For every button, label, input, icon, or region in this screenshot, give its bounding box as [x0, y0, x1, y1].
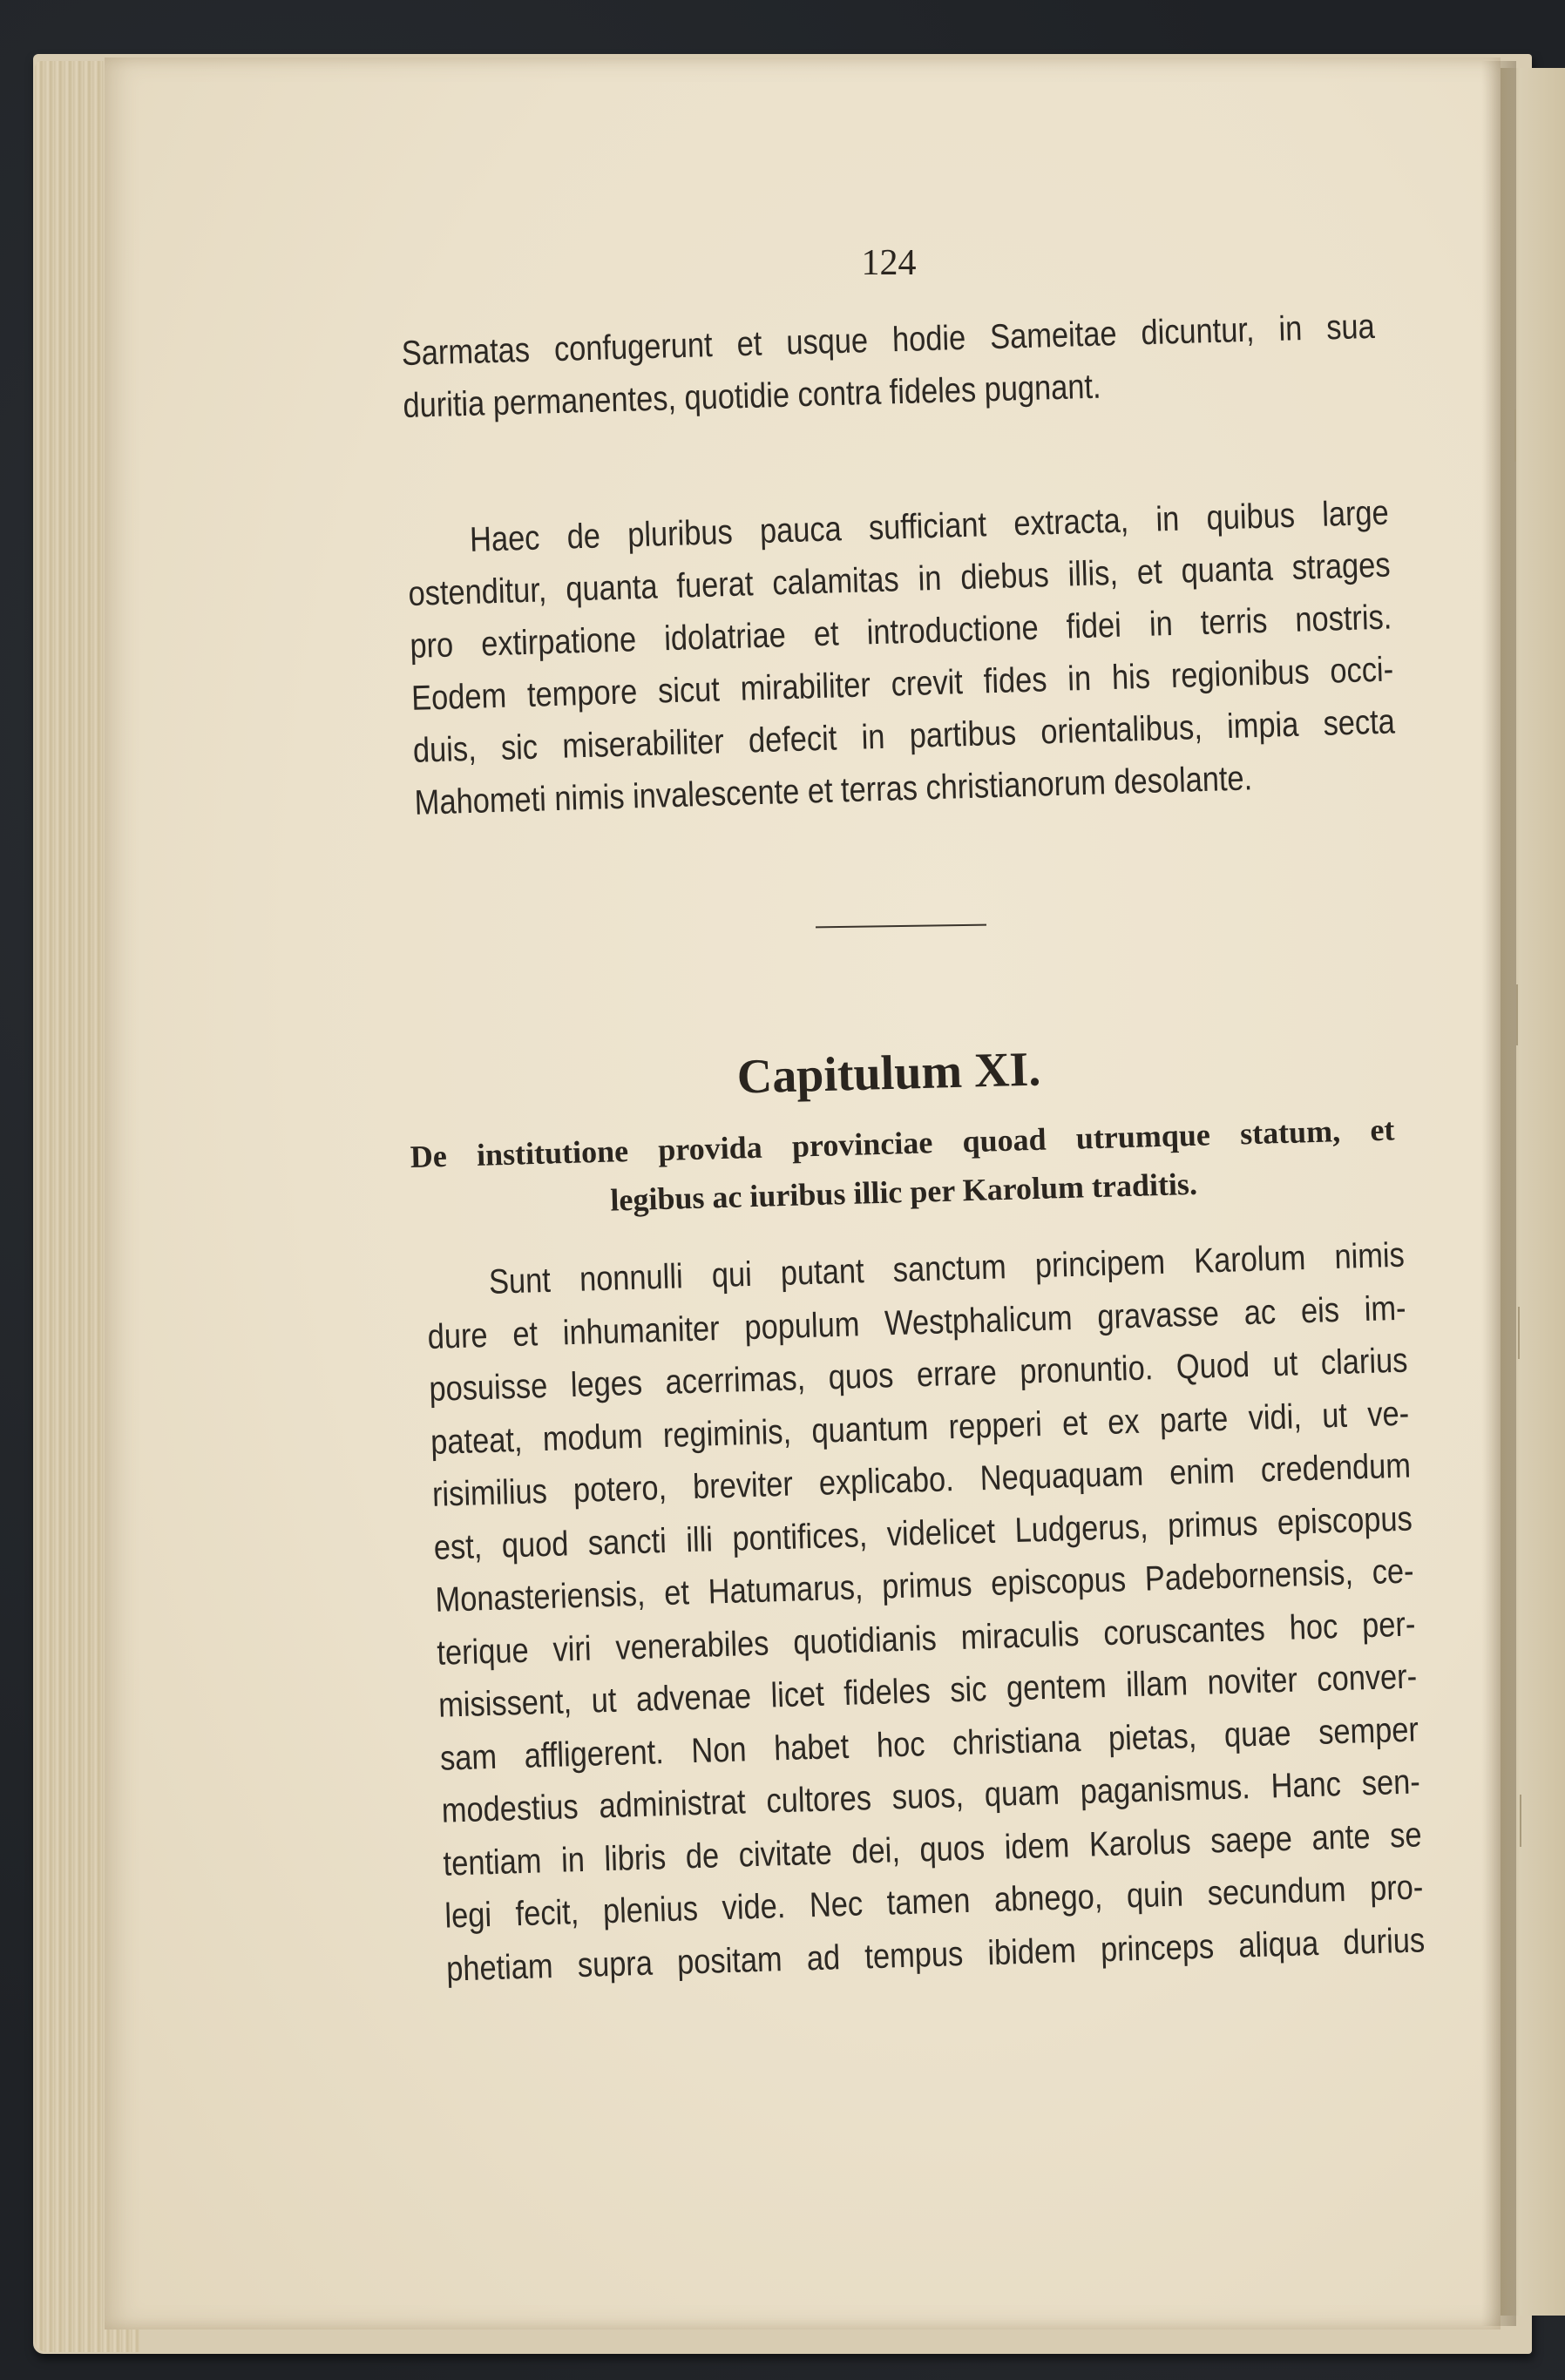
gutter-shadow [1481, 61, 1516, 2326]
page-number: 124 [861, 243, 917, 283]
text-line: terique viri venerabiles quotidianis miraculis coruscantes hoc per- [436, 1604, 1416, 1673]
text-line: ostenditur, quanta fuerat calamitas in diebus illis, et quanta strages [408, 545, 1392, 613]
paragraph-2 [406, 486, 1399, 828]
text-line: Sunt nonnulli qui putant sanctum principem Karolum nimis [488, 1235, 1406, 1302]
chapter-body [425, 1229, 1428, 1996]
text-line: Sarmatas confugerunt et usque hodie Sameitae dicuntur, in sua [401, 307, 1376, 373]
text-line: sam affligerent. Non habet hoc christiana pietas, quae semper [439, 1709, 1419, 1778]
text-line: duis, sic miserabiliter defecit in partibus orientalibus, impia secta [412, 702, 1396, 770]
text-line: Haec de pluribus pauca sufficiant extracta, in quibus large [469, 493, 1390, 559]
text-line: Eodem tempore sicut mirabiliter crevit fides in his regionibus occi- [410, 650, 1394, 718]
binding-thread [1516, 984, 1518, 1045]
subtitle-line: De institutione provida provinciae quoad utrumque statum, et [410, 1112, 1395, 1174]
text-line: misissent, ut advenae licet fideles sic gentem illam noviter conver- [437, 1657, 1418, 1725]
text-line: tentiam in libris de civitate dei, quos idem Karolus saepe ante se [442, 1815, 1423, 1883]
text-line: phetiam supra positam ad tempus ibidem princeps aliqua durius [445, 1920, 1426, 1989]
binding-thread [1514, 409, 1516, 462]
text-line: duritia permanentes, quotidie contra fideles pugnant. [402, 367, 1102, 425]
text-line: modestius administrat cultores suos, quam paganismus. Hanc sen- [441, 1762, 1421, 1830]
text-line: est, quod sancti illi pontifices, videlicet Ludgerus, primus episcopus [433, 1499, 1413, 1567]
text-line: risimilius potero, breviter explicabo. Nequaquam enim credendum [431, 1446, 1412, 1514]
subtitle-line: legibus ac iuribus illic per Karolum traditis. [609, 1166, 1198, 1218]
text-line: pateat, modum regiminis, quantum repperi et ex parte vidi, ut ve- [430, 1394, 1410, 1462]
binding-thread [1518, 1307, 1520, 1359]
text-line: legi fecit, plenius vide. Nec tamen abnego, quin secundum pro- [444, 1868, 1424, 1936]
text-line: Mahometi nimis invalescente et terras christianorum desolante. [414, 759, 1253, 822]
text-line: Monasteriensis, et Hatumarus, primus episcopus Padebornensis, ce- [435, 1552, 1415, 1619]
text-line: posuisse leges acerrimas, quos errare pronuntio. Quod ut clarius [428, 1341, 1408, 1409]
text-line: dure et inhumaniter populum Westphalicum gravasse ac eis im- [427, 1288, 1407, 1356]
chapter-title: Capitulum XI. [735, 1042, 1042, 1105]
text-line: pro extirpatione idolatriae et introductione fidei in terris nostris. [409, 598, 1392, 666]
binding-thread [1520, 1795, 1521, 1847]
